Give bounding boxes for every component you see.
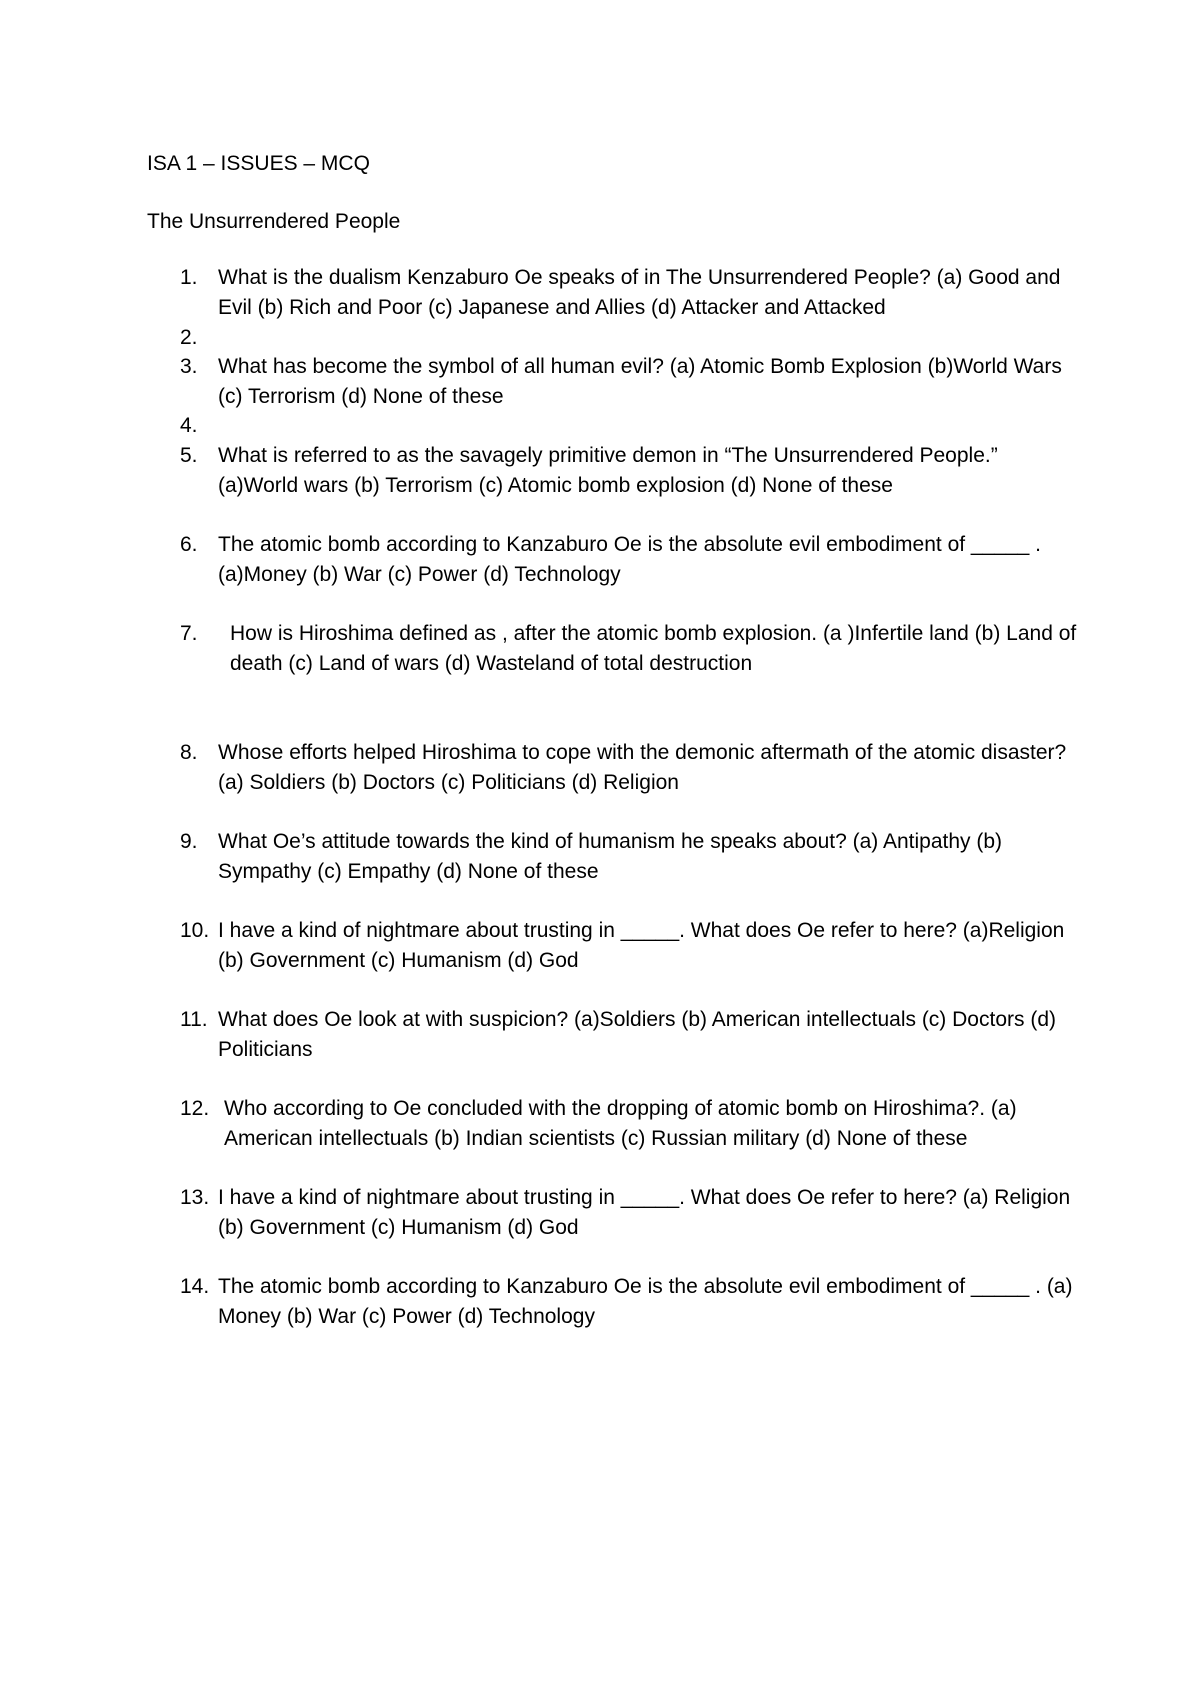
question-number: 7. — [180, 622, 198, 645]
question-8 — [180, 738, 1080, 798]
question-number: 3. — [180, 355, 198, 378]
question-1 — [180, 263, 1080, 323]
question-text: I have a kind of nightmare about trusting in _____. What does Oe refer to here? (a) Religion (b) Government (c) Humanism (d) God — [218, 1186, 1071, 1239]
question-text: What does Oe look at with suspicion? (a)Soldiers (b) American intellectuals (c) Doctors (d) Politicians — [218, 1008, 1056, 1061]
question-6 — [180, 530, 1080, 590]
question-number: 11. — [180, 1008, 208, 1031]
question-7 — [180, 619, 1080, 679]
question-3 — [180, 352, 1080, 412]
question-number: 8. — [180, 741, 198, 764]
question-text: What is referred to as the savagely primitive demon in “The Unsurrendered People.” (a)World wars (b) Terrorism (c) Atomic bomb explosion (d) None of these — [218, 444, 998, 497]
question-9 — [180, 827, 1080, 887]
question-text: What has become the symbol of all human evil? (a) Atomic Bomb Explosion (b)World Wars (c) Terrorism (d) None of these — [218, 355, 1062, 408]
question-11 — [180, 1005, 1080, 1065]
question-number: 13. — [180, 1186, 210, 1209]
question-number: 4. — [180, 414, 198, 437]
question-number: 10. — [180, 919, 210, 942]
question-12 — [180, 1094, 1080, 1154]
document-title: ISA 1 – ISSUES – MCQ — [147, 152, 370, 175]
question-text: Who according to Oe concluded with the dropping of atomic bomb on Hiroshima?. (a) American intellectuals (b) Indian scientists (c) Russian military (d) None of these — [224, 1097, 1017, 1150]
question-number: 2. — [180, 326, 198, 349]
question-13 — [180, 1183, 1080, 1243]
question-number: 12. — [180, 1097, 210, 1120]
question-text: I have a kind of nightmare about trusting in _____. What does Oe refer to here? (a)Religion (b) Government (c) Humanism (d) God — [218, 919, 1065, 972]
question-text: Whose efforts helped Hiroshima to cope with the demonic aftermath of the atomic disaster? (a) Soldiers (b) Doctors (c) Politicians (d) Religion — [218, 741, 1067, 794]
question-text: What is the dualism Kenzaburo Oe speaks of in The Unsurrendered People? (a) Good and Evil (b) Rich and Poor (c) Japanese and Allies (d) Attacker and Attacked — [218, 266, 1061, 319]
question-text: What Oe’s attitude towards the kind of humanism he speaks about? (a) Antipathy (b) Sympathy (c) Empathy (d) None of these — [218, 830, 1003, 883]
question-text: The atomic bomb according to Kanzaburo Oe is the absolute evil embodiment of _____ . (a)Money (b) War (c) Power (d) Technology — [218, 533, 1041, 586]
question-text: The atomic bomb according to Kanzaburo Oe is the absolute evil embodiment of _____ . (a) Money (b) War (c) Power (d) Technology — [218, 1275, 1073, 1328]
question-number: 1. — [180, 266, 198, 289]
question-number: 9. — [180, 830, 198, 853]
question-number: 6. — [180, 533, 198, 556]
question-14 — [180, 1272, 1080, 1332]
document-subtitle: The Unsurrendered People — [147, 210, 401, 233]
question-10 — [180, 916, 1080, 976]
question-text: How is Hiroshima defined as , after the atomic bomb explosion. (a )Infertile land (b) Land of death (c) Land of wars (d) Wasteland of total destruction — [230, 622, 1077, 675]
question-number: 5. — [180, 444, 198, 467]
question-number: 14. — [180, 1275, 210, 1298]
question-5 — [180, 441, 1080, 501]
